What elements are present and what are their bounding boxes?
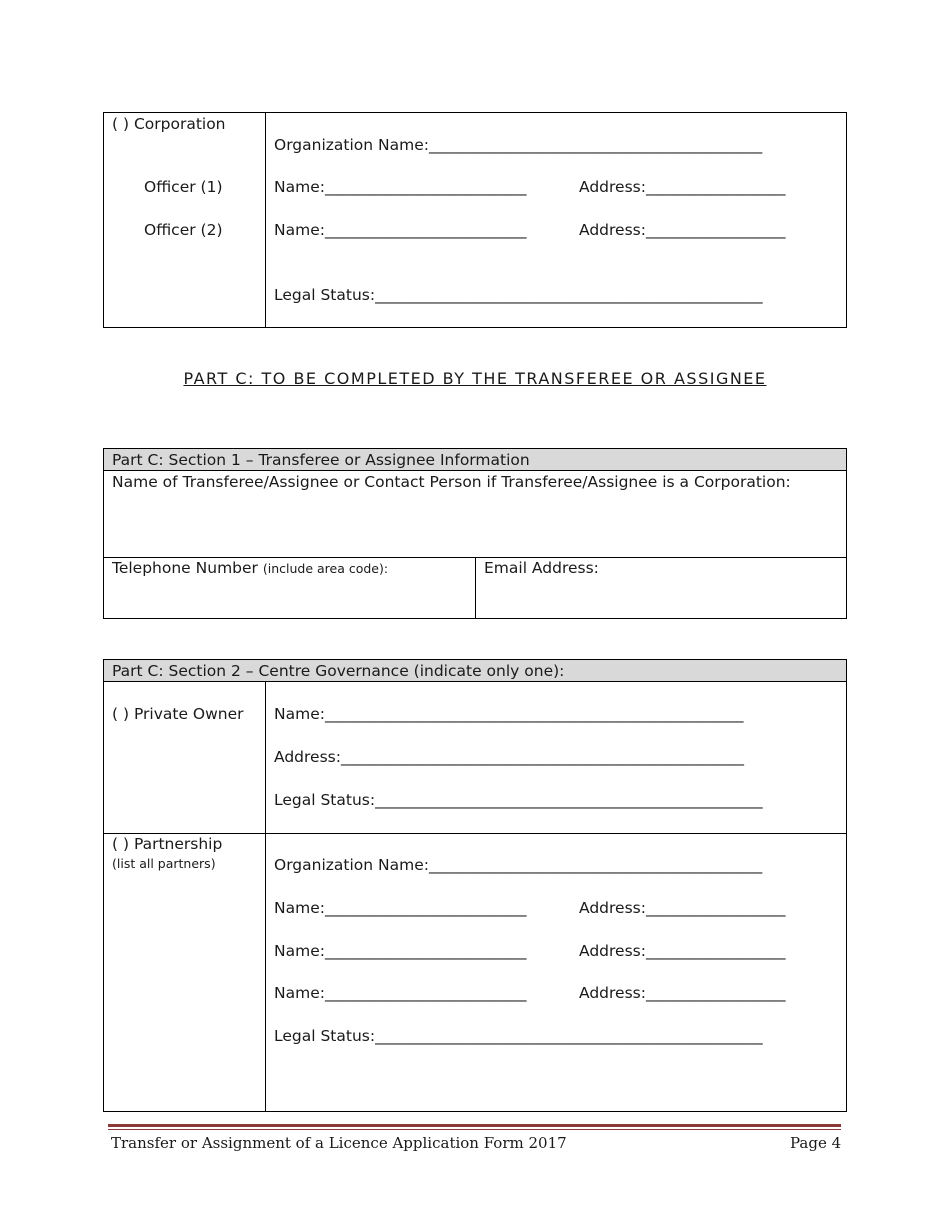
private-owner-name-field[interactable]: Name:______________________________________________________ (274, 705, 744, 723)
corporation-legal-status-field[interactable]: Legal Status:__________________________________________________ (274, 286, 763, 304)
partner-3-name-field[interactable]: Name:__________________________ (274, 984, 527, 1002)
page-number: Page 4 (790, 1134, 842, 1152)
partner-2-name-field[interactable]: Name:__________________________ (274, 942, 527, 960)
section-1-header: Part C: Section 1 – Transferee or Assignee Information (112, 451, 530, 469)
email-label: Email Address: (484, 559, 599, 577)
partner-1-name-field[interactable]: Name:__________________________ (274, 899, 527, 917)
section-2-table (103, 659, 847, 1112)
partner-1-address-field[interactable]: Address:__________________ (579, 899, 786, 917)
partnership-legal-status-field[interactable]: Legal Status:__________________________________________________ (274, 1027, 763, 1045)
telephone-note: (include area code): (262, 561, 389, 576)
officer-2-address-field[interactable]: Address:__________________ (579, 221, 786, 239)
transferee-name-label: Name of Transferee/Assignee or Contact Person if Transferee/Assignee is a Corporation: (112, 473, 791, 491)
section-1-table (103, 448, 847, 619)
private-owner-address-field[interactable]: Address:____________________________________________________ (274, 748, 744, 766)
part-c-title: PART C: TO BE COMPLETED BY THE TRANSFEREE OR ASSIGNEE (183, 369, 767, 388)
section-2-header: Part C: Section 2 – Centre Governance (indicate only one): (112, 662, 565, 680)
officer-2-label: Officer (2) (144, 221, 223, 239)
private-owner-legal-status-field[interactable]: Legal Status:__________________________________________________ (274, 791, 763, 809)
officer-2-name-field[interactable]: Name:__________________________ (274, 221, 527, 239)
officer-1-label: Officer (1) (144, 178, 223, 196)
corporation-checkbox-label[interactable]: ( ) Corporation (112, 115, 226, 133)
telephone-label: Telephone Number (include area code): (112, 559, 389, 577)
footer-rule (108, 1124, 841, 1127)
officer-1-name-field[interactable]: Name:__________________________ (274, 178, 527, 196)
partner-2-address-field[interactable]: Address:__________________ (579, 942, 786, 960)
footer-rule-thin (108, 1129, 841, 1130)
partner-3-address-field[interactable]: Address:__________________ (579, 984, 786, 1002)
officer-1-address-field[interactable]: Address:__________________ (579, 178, 786, 196)
private-owner-checkbox-label[interactable]: ( ) Private Owner (112, 705, 244, 723)
partnership-checkbox-label[interactable]: ( ) Partnership (112, 835, 223, 853)
partnership-note: (list all partners) (112, 856, 216, 871)
corporation-org-name-field[interactable]: Organization Name:___________________________________________ (274, 136, 763, 154)
corporation-table (103, 112, 847, 328)
partnership-org-name-field[interactable]: Organization Name:___________________________________________ (274, 856, 763, 874)
footer-title: Transfer or Assignment of a Licence Application Form 2017 (111, 1134, 567, 1152)
